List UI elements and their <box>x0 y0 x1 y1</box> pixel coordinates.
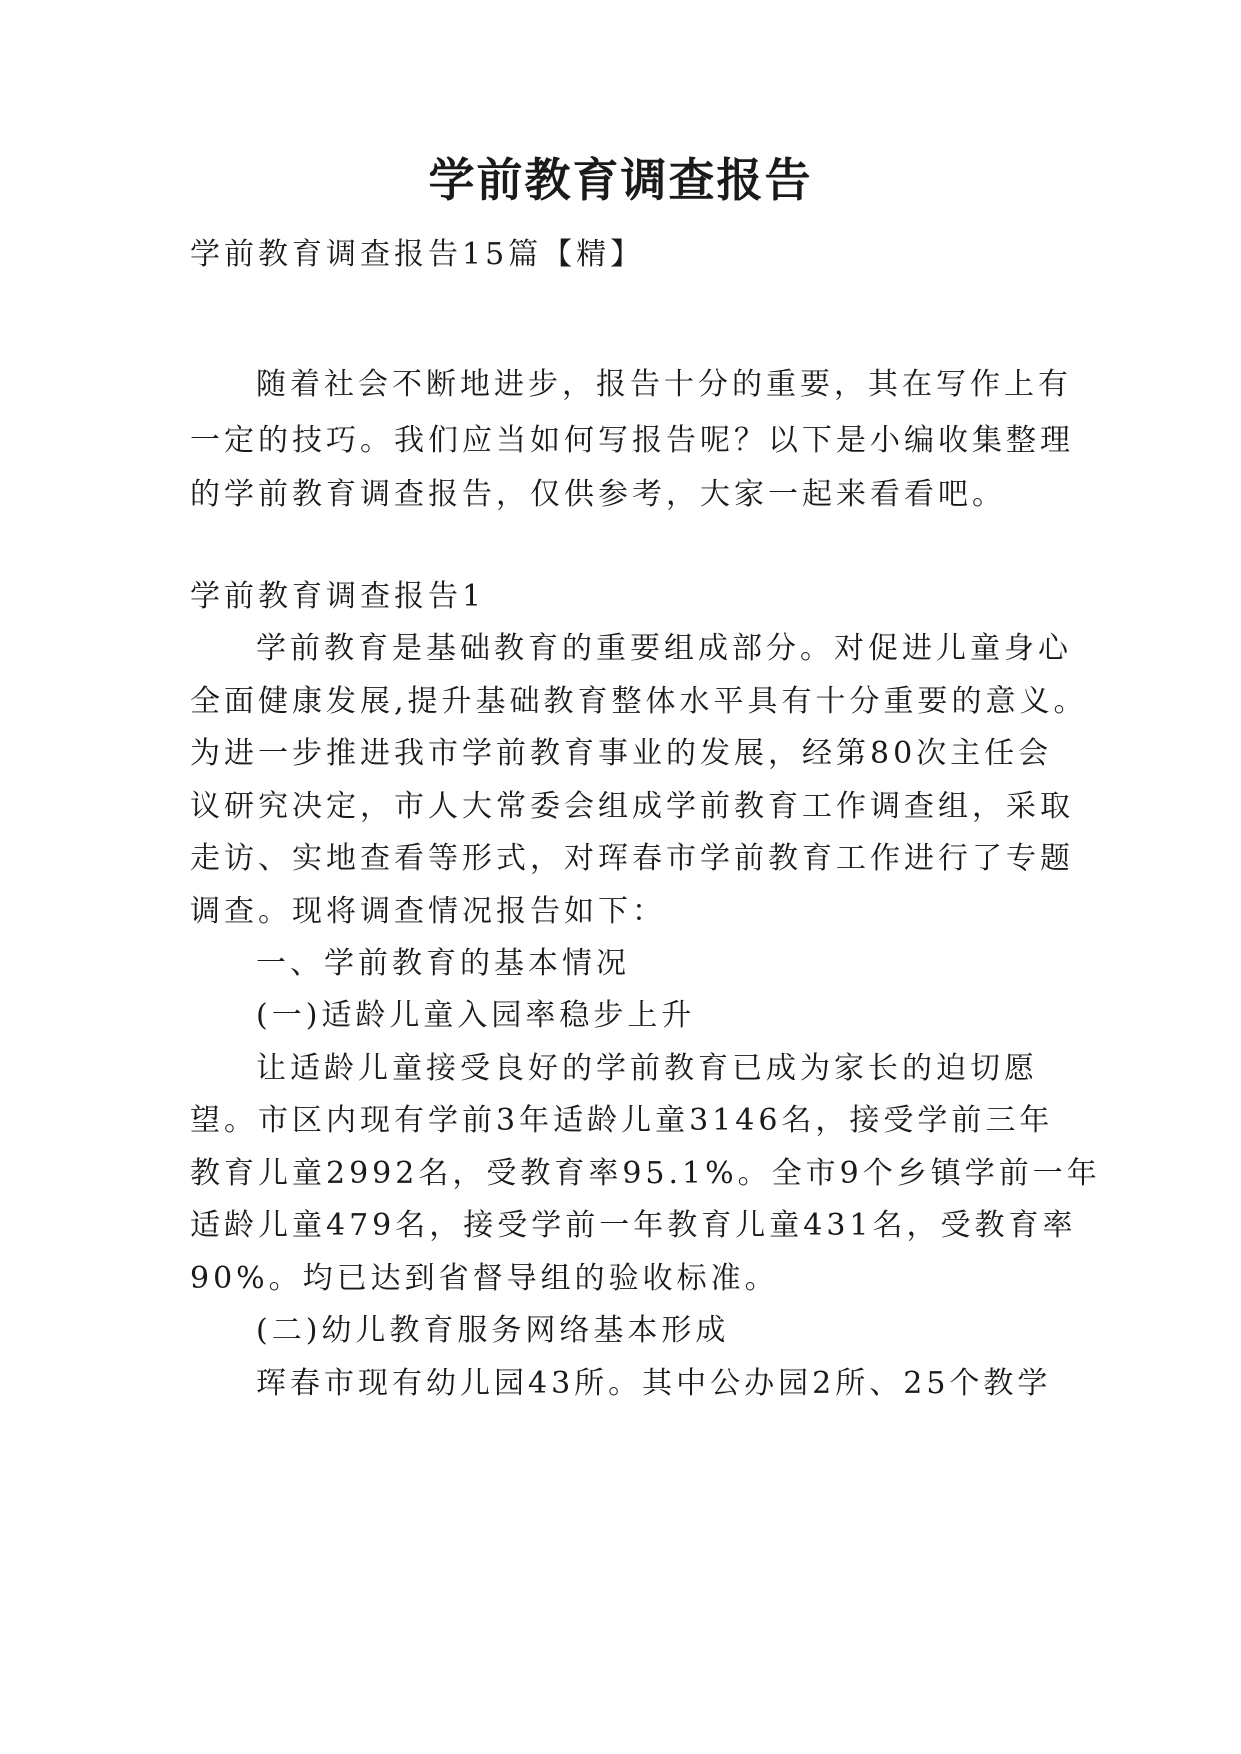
paragraph-line: 教育儿童2992名，受教育率95.1%。全市9个乡镇学前一年 <box>190 1156 1101 1191</box>
paragraph-line: 让适龄儿童接受良好的学前教育已成为家长的迫切愿 <box>256 1051 1038 1086</box>
paragraph-line: 适龄儿童479名，接受学前一年教育儿童431名，受教育率 <box>190 1208 1077 1243</box>
section-heading: 学前教育调查报告1 <box>190 579 486 614</box>
paragraph-line: 议研究决定，市人大常委会组成学前教育工作调查组，采取 <box>190 789 1074 824</box>
intro-line: 的学前教育调查报告，仅供参考，大家一起来看看吧。 <box>190 477 1006 512</box>
paragraph-line: 走访、实地查看等形式，对珲春市学前教育工作进行了专题 <box>190 841 1074 876</box>
paragraph-line: 珲春市现有幼儿园43所。其中公办园2所、25个教学 <box>256 1366 1052 1401</box>
intro-line: 一定的技巧。我们应当如何写报告呢？以下是小编收集整理 <box>190 423 1074 458</box>
intro-line: 随着社会不断地进步，报告十分的重要，其在写作上有 <box>256 367 1072 402</box>
paragraph-line: 望。市区内现有学前3年适龄儿童3146名，接受学前三年 <box>190 1103 1054 1138</box>
document-subtitle: 学前教育调查报告15篇【精】 <box>190 237 645 272</box>
heading-one: 一、学前教育的基本情况 <box>256 946 630 981</box>
paragraph-line: 为进一步推进我市学前教育事业的发展，经第80次主任会 <box>190 736 1053 771</box>
paragraph-line: 90%。均已达到省督导组的验收标准。 <box>190 1261 779 1296</box>
subheading: (一)适龄儿童入园率稳步上升 <box>256 998 696 1033</box>
subheading: (二)幼儿教育服务网络基本形成 <box>256 1313 730 1348</box>
paragraph-line: 学前教育是基础教育的重要组成部分。对促进儿童身心 <box>256 631 1072 666</box>
paragraph-line: 全面健康发展,提升基础教育整体水平具有十分重要的意义。 <box>190 684 1088 719</box>
document-title: 学前教育调查报告 <box>428 153 813 207</box>
paragraph-line: 调查。现将调查情况报告如下： <box>190 894 666 929</box>
